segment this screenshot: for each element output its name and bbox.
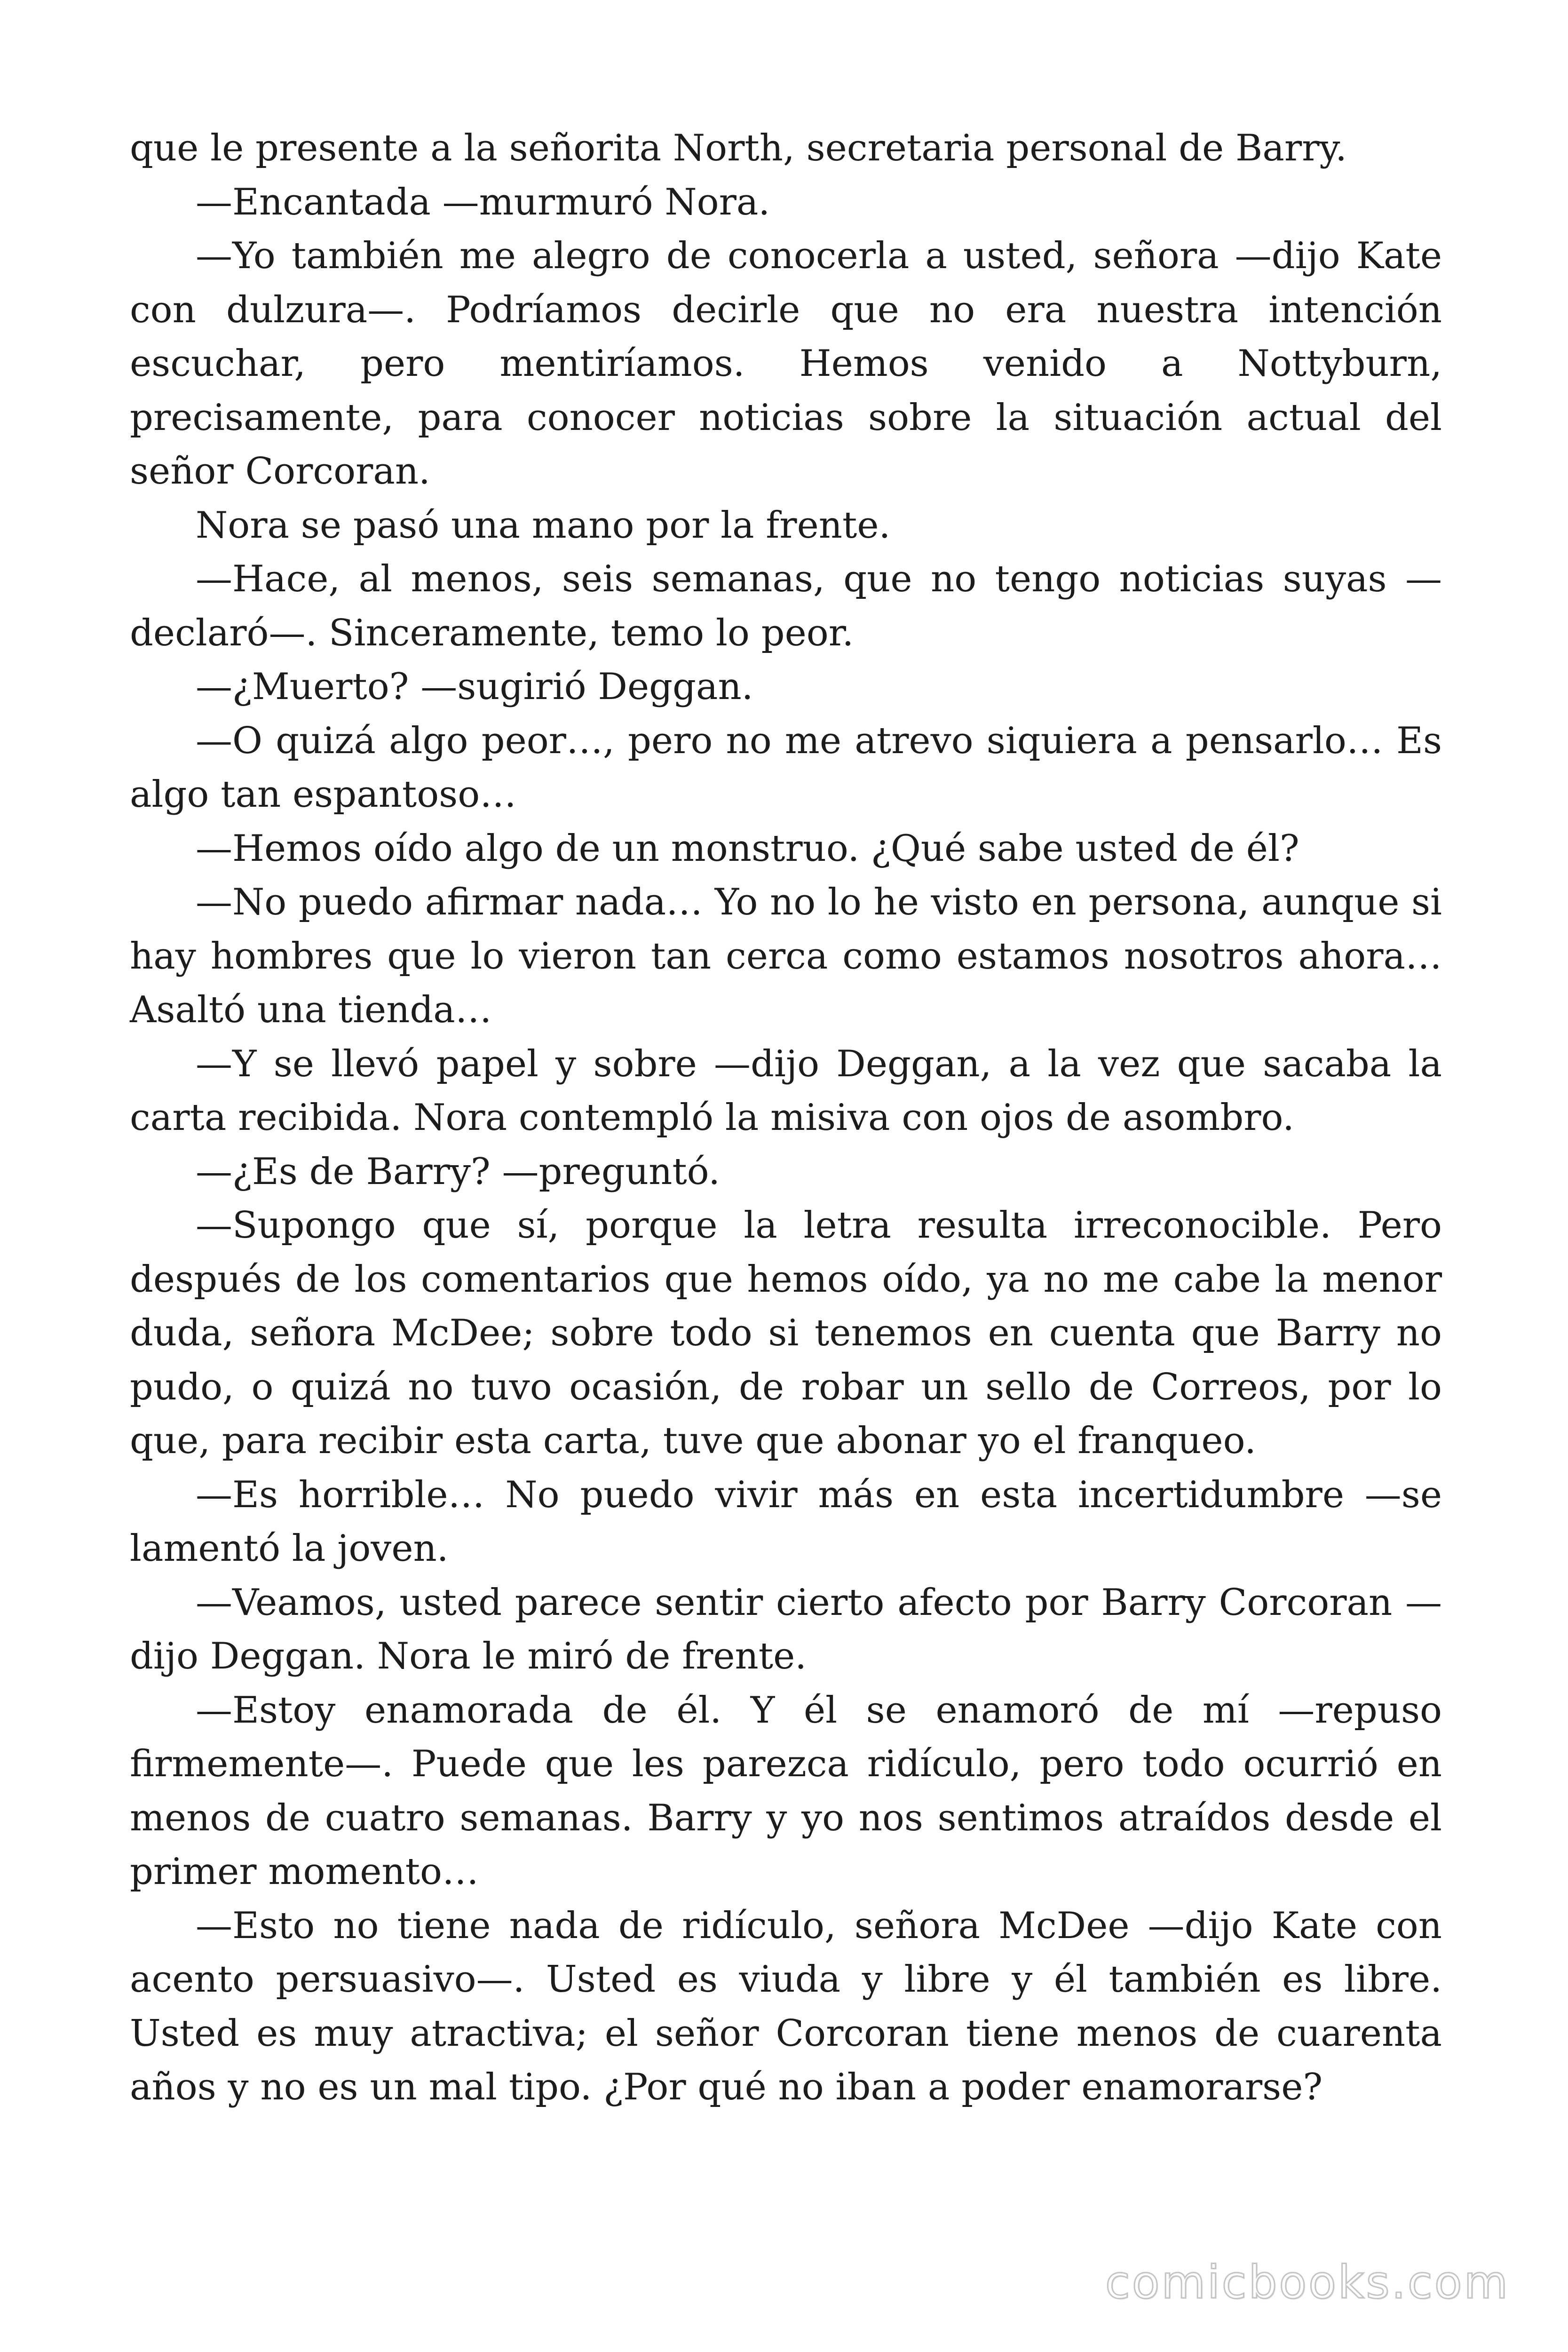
paragraph-1: que le presente a la señorita North, secretaria personal de Barry. (130, 127, 1347, 169)
paragraph-8: —Hemos oído algo de un monstruo. ¿Qué sabe usted de él? (196, 827, 1299, 870)
page-text (130, 121, 1442, 2114)
paragraph-7: —O quizá algo peor…, pero no me atrevo siquiera a pensarlo… Es algo tan espantoso… (130, 719, 1442, 816)
paragraph-9: —No puedo afirmar nada… Yo no lo he visto en persona, aunque si hay hombres que lo vieron tan cerca como estamos nosotros ahora… Asaltó una tienda… (130, 881, 1442, 1031)
paragraph-2: —Encantada —murmuró Nora. (196, 181, 770, 223)
paragraph-16: —Esto no tiene nada de ridículo, señora McDee —dijo Kate con acento persuasivo—. Usted es viuda y libre y él también es libre. Usted es muy atractiva; el señor Corcoran tiene menos de cuarenta años y no es un mal tipo. ¿Por qué no iban a poder enamorarse? (130, 1904, 1442, 2108)
paragraph-13: —Es horrible… No puedo vivir más en esta incertidumbre —se lamentó la joven. (130, 1473, 1442, 1570)
paragraph-12: —Supongo que sí, porque la letra resulta irreconocible. Pero después de los comentarios que hemos oído, ya no me cabe la menor duda, señora McDee; sobre todo si tenemos en cuenta que Barry no pudo, o quizá no tuvo ocasión, de robar un sello de Correos, por lo que, para recibir esta carta, tuve que abonar yo el franqueo. (130, 1204, 1442, 1462)
paragraph-6: —¿Muerto? —sugirió Deggan. (196, 666, 753, 708)
paragraph-5: —Hace, al menos, seis semanas, que no tengo noticias suyas —declaró—. Sinceramente, temo lo peor. (130, 558, 1442, 654)
watermark: comicbooks.com (1105, 2256, 1510, 2309)
paragraph-15: —Estoy enamorada de él. Y él se enamoró de mí —repuso firmemente—. Puede que les parezca ridículo, pero todo ocurrió en menos de cuatro semanas. Barry y yo nos sentimos atraídos desde el primer momento… (130, 1689, 1442, 1893)
paragraph-3: —Yo también me alegro de conocerla a usted, señora —dijo Kate con dulzura—. Podríamos decirle que no era nuestra intención escuchar, pero mentiríamos. Hemos venido a Nottyburn, precisamente, para conocer noticias sobre la situación actual del señor Corcoran. (130, 235, 1442, 493)
paragraph-10: —Y se llevó papel y sobre —dijo Deggan, a la vez que sacaba la carta recibida. Nora contempló la misiva con ojos de asombro. (130, 1042, 1442, 1139)
paragraph-14: —Veamos, usted parece sentir cierto afecto por Barry Corcoran —dijo Deggan. Nora le miró de frente. (130, 1581, 1442, 1677)
paragraph-11: —¿Es de Barry? —preguntó. (196, 1150, 721, 1193)
paragraph-4: Nora se pasó una mano por la frente. (196, 504, 891, 547)
